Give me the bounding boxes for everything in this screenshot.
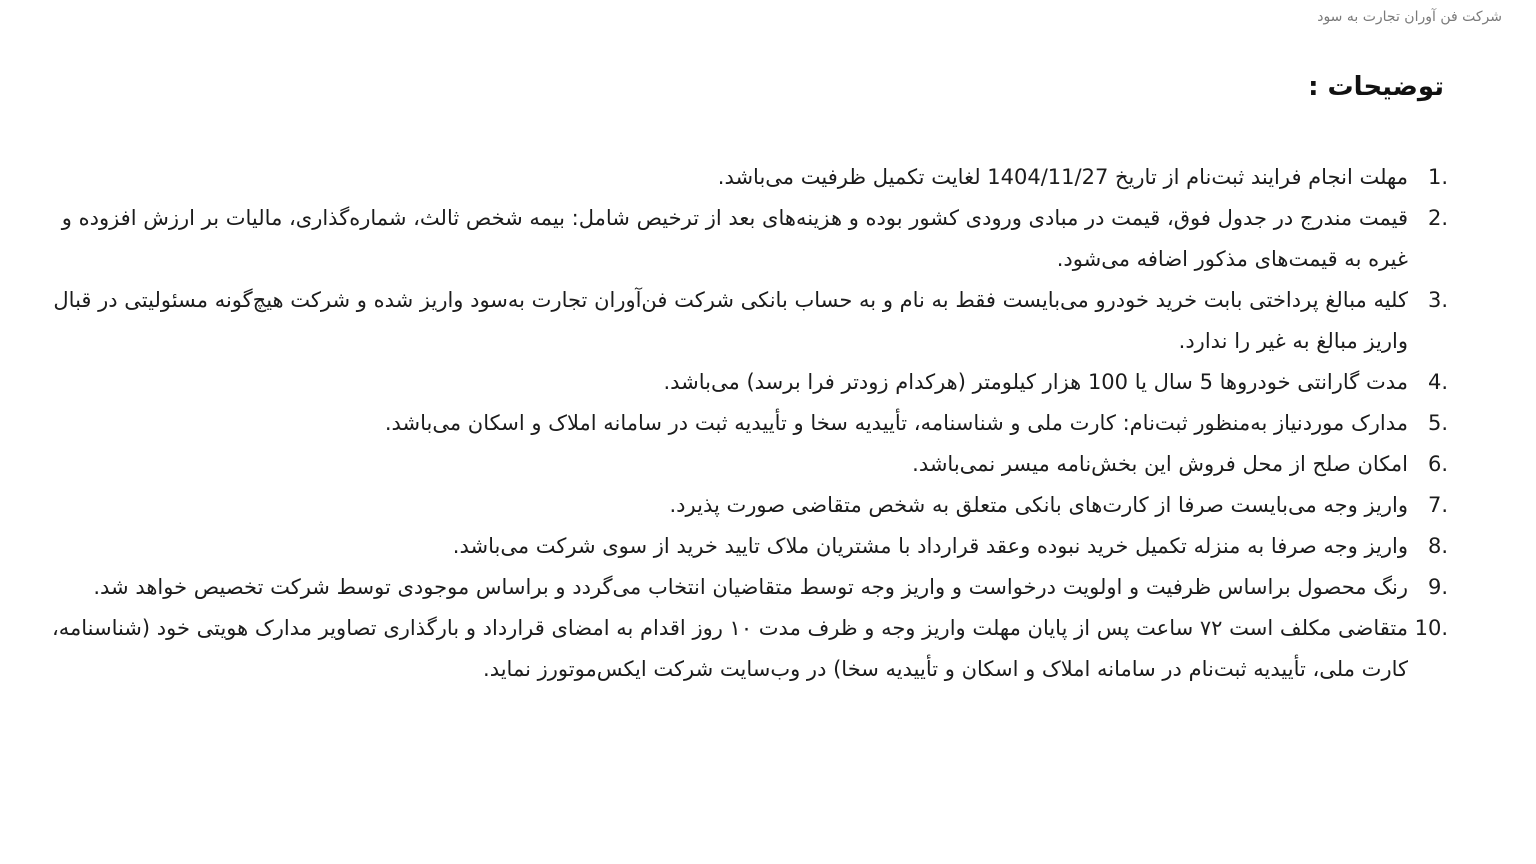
note-number: 9. — [1427, 575, 1448, 599]
note-item — [28, 403, 1446, 444]
note-item — [28, 444, 1446, 485]
note-text: واریز وجه صرفا به منزله تکمیل خرید نبوده وعقد قرارداد با مشتریان ملاک تایید خرید از سوی شرکت می‌باشد. — [452, 534, 1408, 558]
note-item — [28, 485, 1446, 526]
note-number: 5. — [1427, 411, 1448, 435]
note-text: مدارک موردنیاز به‌منظور ثبت‌نام: کارت ملی و شناسنامه، تأییدیه سخا و تأییدیه ثبت در سامانه املاک و اسکان می‌باشد. — [384, 411, 1408, 435]
note-number: 8. — [1427, 534, 1448, 558]
note-item — [28, 157, 1446, 198]
note-text: رنگ محصول براساس ظرفیت و اولویت درخواست و واریز وجه توسط متقاضیان انتخاب می‌گردد و براساس موجودی توسط شرکت تخصیص خواهد شد. — [93, 575, 1408, 599]
note-text: واریز وجه می‌بایست صرفا از کارت‌های بانکی متعلق به شخص متقاضی صورت پذیرد. — [669, 493, 1408, 517]
note-number: 3. — [1427, 288, 1448, 312]
note-number: 4. — [1427, 370, 1448, 394]
note-number: 10. — [1414, 616, 1448, 640]
note-number: 7. — [1427, 493, 1448, 517]
note-text: مهلت انجام فرایند ثبت‌نام از تاریخ 1404/11/27 لغایت تکمیل ظرفیت می‌باشد. — [717, 165, 1408, 189]
note-item — [28, 198, 1446, 280]
note-item — [28, 362, 1446, 403]
note-text: مدت گارانتی خودروها 5 سال یا 100 هزار کیلومتر (هرکدام زودتر فرا برسد) می‌باشد. — [663, 370, 1408, 394]
note-item — [28, 567, 1446, 608]
notes-list — [28, 157, 1446, 690]
section-title: توضیحات : — [1308, 72, 1444, 102]
note-number: 1. — [1427, 165, 1448, 189]
note-item — [28, 608, 1446, 690]
note-text: امکان صلح از محل فروش این بخش‌نامه میسر نمی‌باشد. — [912, 452, 1408, 476]
company-brand-text: شرکت فن آوران تجارت به سود — [1317, 9, 1502, 25]
note-item — [28, 526, 1446, 567]
note-text: قیمت مندرج در جدول فوق، قیمت در مبادی ورودی کشور بوده و هزینه‌های بعد از ترخیص شامل: بیمه شخص ثالث، شماره‌گذاری، مالیات بر ارزش افزوده و غیره به قیمت‌های مذکور اضافه می‌شود. — [61, 206, 1408, 271]
note-item — [28, 280, 1446, 362]
note-text: کلیه مبالغ پرداختی بابت خرید خودرو می‌بایست فقط به نام و به حساب بانکی شرکت فن‌آوران تجارت به‌سود واریز شده و شرکت هیچ‌گونه مسئولیتی در قبال واریز مبالغ به غیر را ندارد. — [53, 288, 1408, 353]
note-number: 6. — [1427, 452, 1448, 476]
note-number: 2. — [1427, 206, 1448, 230]
note-text: متقاضی مکلف است ۷۲ ساعت پس از پایان مهلت واریز وجه و ظرف مدت ۱۰ روز اقدام به امضای قرارداد و بارگذاری تصاویر مدارک هویتی خود (شناسنامه، کارت ملی، تأییدیه ثبت‌نام در سامانه املاک و اسکان و تأییدیه سخا) در وب‌سایت شرکت ایکس‌موتورز نماید. — [51, 616, 1408, 681]
